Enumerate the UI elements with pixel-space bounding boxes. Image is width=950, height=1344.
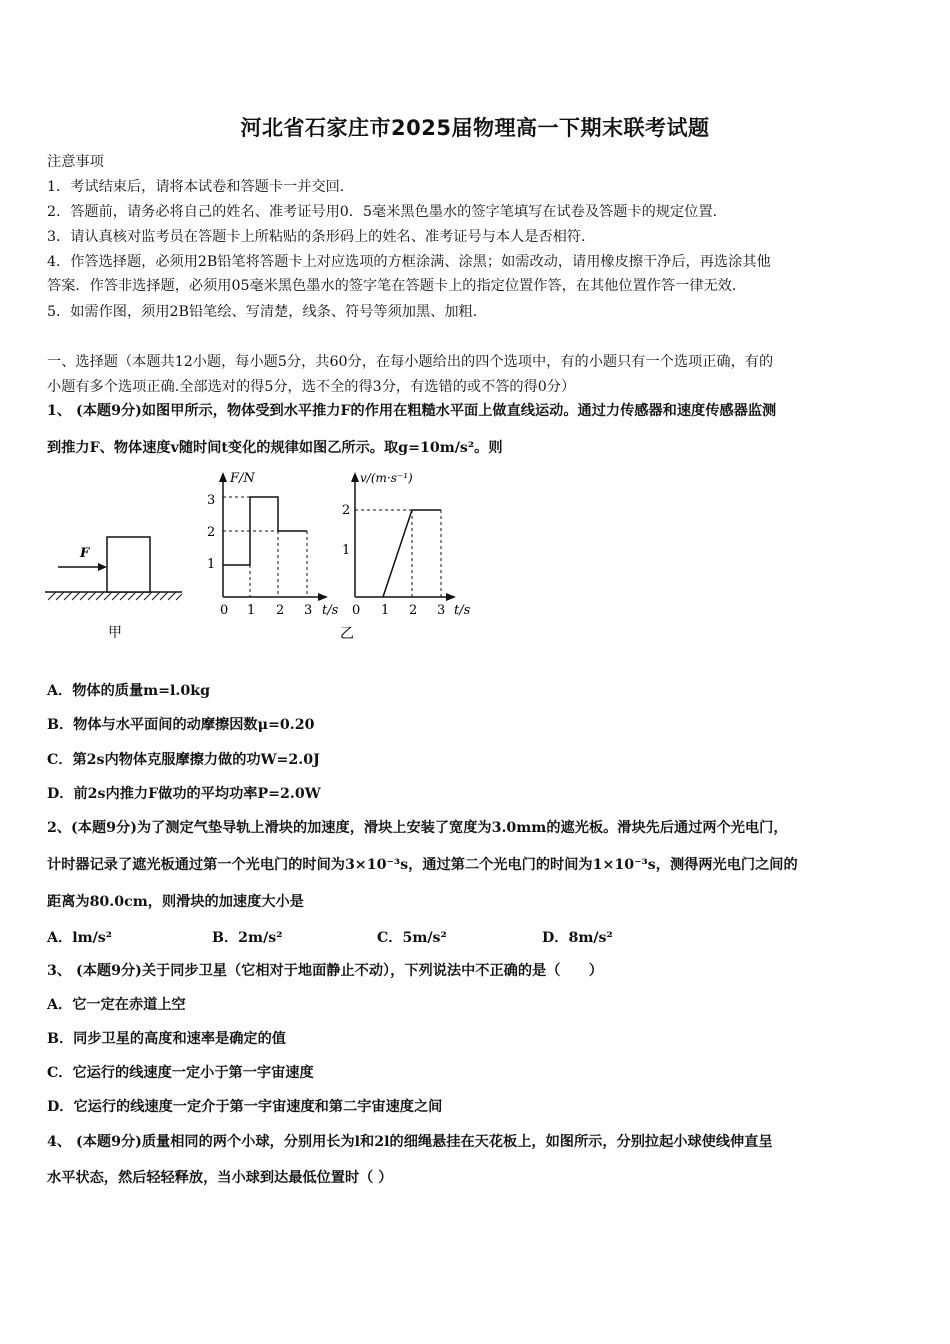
graph1-xtick: 2 [276, 603, 285, 618]
q2-stem: 2、(本题9分)为了测定气垫导轨上滑块的加速度，滑块上安装了宽度为3.0mm的遮光板。滑块先后通过两个光电门， [47, 820, 788, 836]
q3-option: C．它运行的线速度一定小于第一宇宙速度 [47, 1065, 314, 1081]
graph1-ytick: 2 [207, 525, 216, 540]
graph2-xtick: 1 [381, 603, 390, 618]
q1-option: D．前2s内推力F做功的平均功率P=2.0W [47, 786, 321, 802]
graph1-xtick: 1 [247, 603, 256, 618]
notice-item: 5．如需作图，须用2B铅笔绘、写清楚，线条、符号等须加黑、加粗. [47, 304, 478, 320]
notice-heading: 注意事项 [47, 154, 104, 170]
q2-stem-cont: 计时器记录了遮光板通过第一个光电门的时间为3×10⁻³s，通过第二个光电门的时间为1×10⁻³s，测得两光电门之间的 [47, 857, 798, 873]
notice-item: 答案．作答非选择题，必须用05毫米黑色墨水的签字笔在答题卡上的指定位置作答，在其他位置作答一律无效. [47, 278, 737, 294]
graph1-ytick: 3 [207, 493, 216, 508]
caption-yi: 乙 [340, 626, 354, 642]
q4-stem-cont: 水平状态，然后轻轻释放，当小球到达最低位置时（ ） [47, 1170, 393, 1186]
section-header: 一、选择题（本题共12小题，每小题5分，共60分，在每小题给出的四个选项中，有的小题只有一个选项正确，有的 [47, 354, 774, 370]
graph2-ytick: 2 [342, 503, 351, 518]
q1-option: C．第2s内物体克服摩擦力做的功W=2.0J [47, 752, 320, 768]
q1-stem-cont: 到推力F、物体速度v随时间t变化的规律如图乙所示。取g=10m/s²。则 [47, 440, 503, 456]
q3-option: B．同步卫星的高度和速率是确定的值 [47, 1031, 286, 1047]
notice-item: 2．答题前，请务必将自己的姓名、准考证号用0．5毫米黑色墨水的签字笔填写在试卷及答题卡的规定位置. [47, 204, 718, 220]
q3-stem: 3、 (本题9分)关于同步卫星（它相对于地面静止不动），下列说法中不正确的是（ ） [47, 963, 603, 979]
q2-option: A．lm/s² [47, 930, 112, 946]
page-title: 河北省石家庄市2025届物理高一下期末联考试题 [240, 116, 710, 140]
q2-option: C．5m/s² [377, 930, 447, 946]
q2-stem-cont: 距离为80.0cm，则滑块的加速度大小是 [47, 894, 304, 910]
graph-velocity-time [340, 471, 471, 642]
graph1-ylabel: F/N [230, 471, 255, 486]
graph1-xlabel: t/s [322, 603, 339, 618]
notice-item: 3．请认真核对监考员在答题卡上所粘贴的条形码上的姓名、准考证号与本人是否相符. [47, 229, 586, 245]
graph1-xtick: 3 [304, 603, 313, 618]
graph2-xtick: 2 [409, 603, 418, 618]
graph-force-time [207, 471, 339, 618]
graph2-xtick: 0 [352, 603, 361, 618]
figure-jia [45, 537, 182, 641]
q1-figure [40, 462, 500, 652]
q2-option: B．2m/s² [212, 930, 283, 946]
q2-option: D．8m/s² [542, 930, 613, 946]
q3-option: A．它一定在赤道上空 [47, 997, 186, 1013]
graph1-xtick: 0 [220, 603, 229, 618]
notice-item: 1．考试结束后，请将本试卷和答题卡一并交回. [47, 179, 345, 195]
graph2-xtick: 3 [437, 603, 446, 618]
q1-option: A．物体的质量m=l.0kg [47, 683, 210, 699]
q4-stem: 4、 (本题9分)质量相同的两个小球，分别用长为l和2l的细绳悬挂在天花板上，如图所示，分别拉起小球使线伸直呈 [47, 1134, 773, 1150]
graph1-ytick: 1 [207, 557, 216, 572]
notice-item: 4．作答选择题，必须用2B铅笔将答题卡上对应选项的方框涂满、涂黑；如需改动，请用橡皮擦干净后，再选涂其他 [47, 254, 771, 270]
q3-option: D．它运行的线速度一定介于第一宇宙速度和第二宇宙速度之间 [47, 1099, 443, 1115]
graph2-ytick: 1 [342, 543, 351, 558]
graph2-ylabel: v/(m·s⁻¹) [360, 471, 413, 485]
graph2-xlabel: t/s [454, 603, 471, 618]
section-header-cont: 小题有多个选项正确.全部选对的得5分，选不全的得3分，有选错的或不答的得0分） [47, 379, 576, 395]
q1-option: B．物体与水平面间的动摩擦因数μ=0.20 [47, 717, 315, 733]
block [107, 537, 150, 592]
caption-jia: 甲 [108, 625, 122, 641]
force-label: F [80, 546, 90, 561]
q1-stem: 1、 (本题9分)如图甲所示，物体受到水平推力F的作用在粗糙水平面上做直线运动。通过力传感器和速度传感器监测 [47, 403, 777, 419]
